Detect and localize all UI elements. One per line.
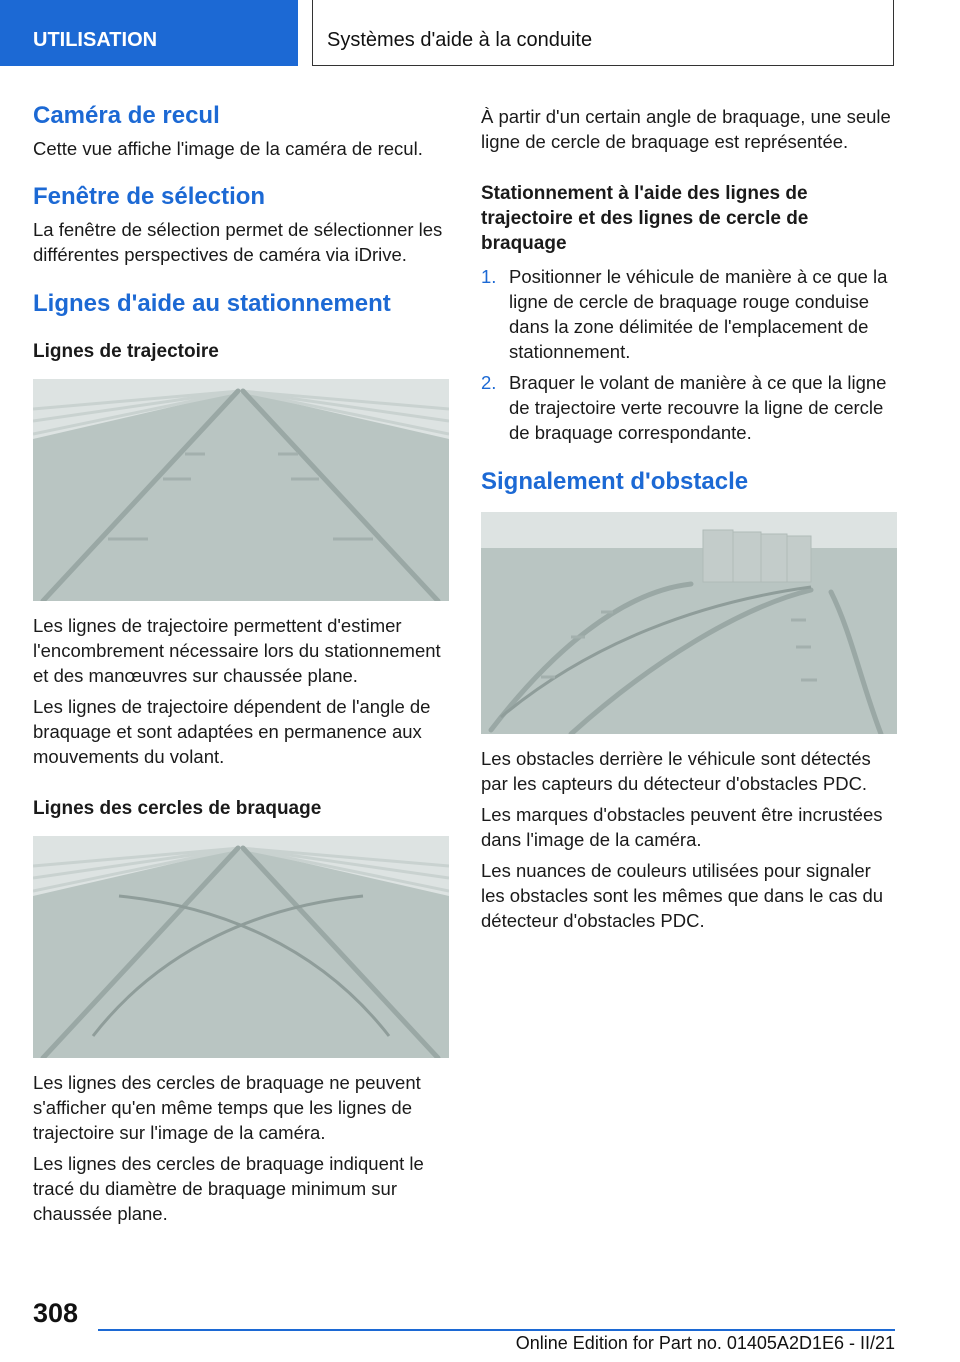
turning-circle-lines-figure	[33, 836, 449, 1058]
list-item	[481, 370, 897, 445]
text-single-circle-line: À partir d'un certain angle de braquage, une seule ligne de cercle de braquage est représentée.	[481, 106, 891, 152]
text-trajectory-1: Les lignes de trajectoire permettent d'estimer l'encombrement nécessaire lors du stationnement et des manœuvres sur chaussée plane.	[33, 615, 441, 686]
text-trajectory-2: Les lignes de trajectoire dépendent de l'angle de braquage et sont adaptées en permanence aux mouvements du volant.	[33, 696, 431, 767]
heading-parking-procedure: Stationnement à l'aide des lignes de trajectoire et des lignes de cercle de braquage	[481, 183, 809, 254]
chapter-title: Systèmes d'aide à la conduite	[312, 0, 894, 66]
page-number: 308	[33, 1298, 79, 1328]
right-column	[481, 100, 897, 933]
text-obstacles-1: Les obstacles derrière le véhicule sont détectés par les capteurs du détecteur d'obstacles PDC.	[481, 748, 871, 794]
step-number: 2.	[481, 372, 497, 393]
heading-trajectory: Lignes de trajectoire	[33, 341, 219, 362]
text-turning-circles-2: Les lignes des cercles de braquage indiquent le tracé du diamètre de braquage minimum sur chaussée plane.	[33, 1153, 424, 1224]
footer-divider	[98, 1329, 895, 1331]
text-camera: Cette vue affiche l'image de la caméra de recul.	[33, 138, 423, 159]
text-turning-circles-1: Les lignes des cercles de braquage ne peuvent s'afficher qu'en même temps que les lignes de trajectoire sur l'image de la caméra.	[33, 1072, 421, 1143]
section-tab: UTILISATION	[0, 0, 298, 66]
step-text: Braquer le volant de manière à ce que la ligne de trajectoire verte recouvre la ligne de cercle de braquage correspondante.	[509, 372, 887, 443]
trajectory-lines-figure	[33, 379, 449, 601]
text-obstacles-3: Les nuances de couleurs utilisées pour signaler les obstacles sont les mêmes que dans le cas du détecteur d'obstacles PDC.	[481, 860, 884, 931]
heading-camera: Caméra de recul	[33, 102, 220, 129]
left-column	[33, 100, 449, 1226]
obstacle-marking-figure	[481, 512, 897, 734]
footer-edition: Online Edition for Part no. 01405A2D1E6 - II/21	[515, 1333, 895, 1353]
heading-turning-circles: Lignes des cercles de braquage	[33, 798, 322, 819]
text-obstacles-2: Les marques d'obstacles peuvent être incrustées dans l'image de la caméra.	[481, 804, 883, 850]
heading-obstacle-signal: Signalement d'obstacle	[481, 468, 749, 495]
parking-steps	[481, 264, 897, 445]
step-text: Positionner le véhicule de manière à ce que la ligne de cercle de braquage rouge conduise dans la zone délimitée de l'emplacement de stationnement.	[509, 266, 888, 362]
heading-parking-lines: Lignes d'aide au stationnement	[33, 290, 391, 317]
step-number: 1.	[481, 266, 497, 287]
text-selection-window: La fenêtre de sélection permet de sélectionner les différentes perspectives de caméra via iDrive.	[33, 219, 443, 265]
heading-selection-window: Fenêtre de sélection	[33, 183, 266, 210]
list-item	[481, 264, 897, 364]
